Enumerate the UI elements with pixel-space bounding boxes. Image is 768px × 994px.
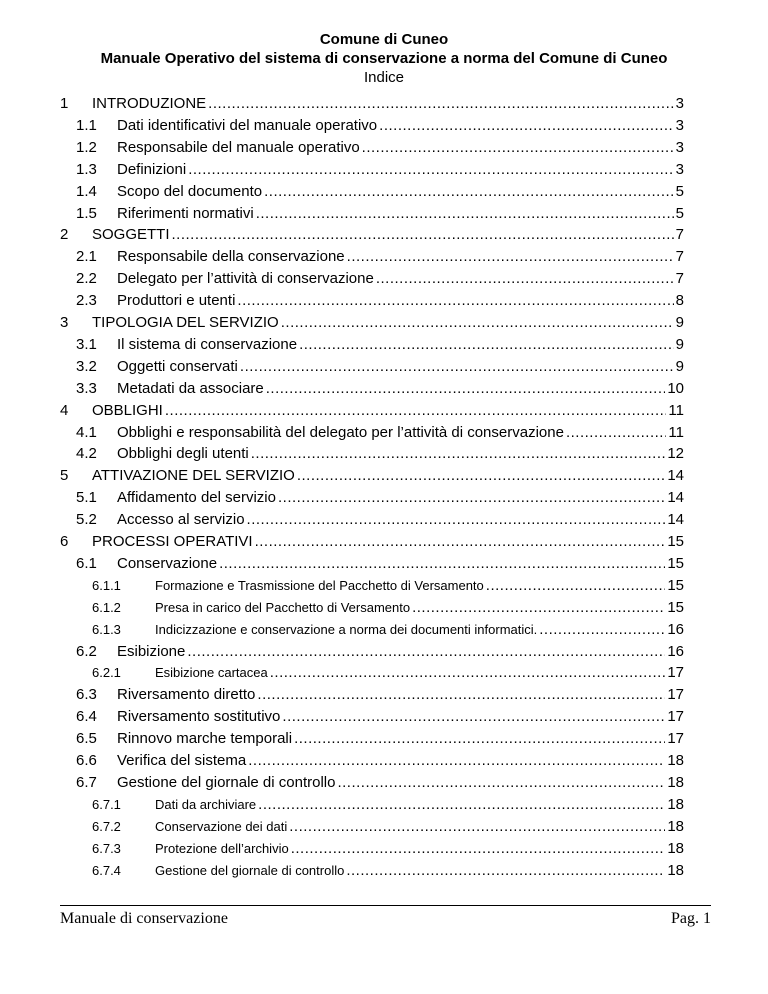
toc-entry-page: 7 <box>675 270 684 288</box>
toc-entry-page: 11 <box>668 423 684 441</box>
toc-entry[interactable] <box>92 619 684 641</box>
toc-entry[interactable] <box>60 465 684 487</box>
toc-leader-dots <box>337 772 665 794</box>
toc-entry-number: 6.5 <box>76 730 97 748</box>
toc-leader-dots <box>208 93 673 115</box>
toc-entry-title: Riferimenti normativi <box>117 204 254 222</box>
toc-entry-page: 15 <box>667 554 684 572</box>
toc-leader-dots <box>539 619 665 641</box>
toc-entry-title: Riversamento diretto <box>117 686 256 704</box>
toc-entry-title: Riversamento sostitutivo <box>117 708 281 726</box>
toc-entry-page: 15 <box>667 576 684 594</box>
toc-leader-dots <box>346 860 665 882</box>
toc-entry-title: Rinnovo marche temporali <box>117 730 293 748</box>
toc-entry-page: 7 <box>675 226 684 244</box>
toc-entry-title: Conservazione <box>117 554 218 572</box>
toc-entry-title: TIPOLOGIA DEL SERVIZIO <box>92 314 279 331</box>
toc-entry-title: Definizioni <box>117 160 187 178</box>
toc-entry[interactable] <box>76 684 684 706</box>
toc-leader-dots <box>257 684 665 706</box>
toc-entry-page: 7 <box>675 248 684 266</box>
toc-entry-page: 14 <box>667 467 684 485</box>
toc-entry[interactable] <box>76 772 684 794</box>
toc-entry-page: 18 <box>667 795 684 813</box>
toc-leader-dots <box>188 159 673 181</box>
toc-entry[interactable] <box>76 641 684 663</box>
toc-leader-dots <box>412 597 665 619</box>
toc-entry-title: Verifica del sistema <box>117 752 247 769</box>
toc-entry-number: 5 <box>60 467 69 485</box>
toc-entry-page: 8 <box>675 292 684 310</box>
toc-leader-dots <box>278 487 665 509</box>
toc-entry-number: 2 <box>60 226 69 244</box>
toc-entry-number: 6.7 <box>76 773 97 791</box>
toc-leader-dots <box>258 794 665 816</box>
toc-entry-number: 6.7.1 <box>92 796 121 812</box>
toc-entry-number: 6.1.1 <box>92 577 121 593</box>
toc-entry[interactable] <box>92 662 684 684</box>
footer-page-number: Pag. 1 <box>671 910 711 927</box>
toc-entry-number: 2.1 <box>76 248 97 266</box>
toc-leader-dots <box>266 378 666 400</box>
toc-entry-title: Gestione del giornale di controllo <box>117 773 336 791</box>
toc-entry-page: 9 <box>675 335 684 353</box>
toc-entry[interactable] <box>76 706 684 728</box>
toc-leader-dots <box>282 706 665 728</box>
toc-entry-page: 18 <box>667 752 684 769</box>
toc-entry[interactable] <box>92 794 684 816</box>
toc-entry-title: Obblighi degli utenti <box>117 445 249 463</box>
toc-entry-title: Metadati da associare <box>117 379 264 397</box>
toc-entry-number: 4.1 <box>76 423 97 441</box>
toc-entry-number: 6.3 <box>76 686 97 704</box>
toc-leader-dots <box>486 575 666 597</box>
toc-entry[interactable] <box>76 137 684 159</box>
toc-entry-number: 6.4 <box>76 708 97 726</box>
toc-entry-page: 3 <box>675 116 684 134</box>
toc-leader-dots <box>247 509 666 531</box>
toc-entry-number: 1.1 <box>76 116 97 134</box>
toc-entry-number: 1.5 <box>76 204 97 222</box>
page-footer <box>60 905 711 936</box>
toc-entry-title: OBBLIGHI <box>92 401 163 419</box>
toc-entry[interactable] <box>76 356 684 378</box>
toc-entry[interactable] <box>76 115 684 137</box>
toc-entry-number: 6.1 <box>76 554 97 572</box>
toc-entry-page: 17 <box>667 664 684 682</box>
document-title: Comune di Cuneo <box>319 31 449 48</box>
toc-entry[interactable] <box>76 487 684 509</box>
toc-leader-dots <box>347 246 674 268</box>
toc-leader-dots <box>362 137 674 159</box>
toc-entry-number: 3.2 <box>76 357 97 375</box>
toc-entry[interactable] <box>60 93 684 115</box>
toc-entry-title: ATTIVAZIONE DEL SERVIZIO <box>92 467 295 485</box>
toc-entry[interactable] <box>76 268 684 290</box>
toc-leader-dots <box>281 312 674 334</box>
toc-entry-number: 2.3 <box>76 292 97 310</box>
toc-entry-page: 11 <box>668 401 684 419</box>
toc-entry-number: 2.2 <box>76 270 97 288</box>
toc-entry-page: 3 <box>675 160 684 178</box>
toc-entry-page: 10 <box>667 379 684 397</box>
toc-entry[interactable] <box>76 553 684 575</box>
toc-entry-number: 6.2 <box>76 642 97 660</box>
toc-entry-page: 14 <box>667 511 684 529</box>
toc-leader-dots <box>255 531 666 553</box>
toc-entry-page: 5 <box>675 204 684 222</box>
toc-entry-number: 4.2 <box>76 445 97 463</box>
toc-entry-page: 5 <box>675 182 684 200</box>
toc-leader-dots <box>294 728 665 750</box>
toc-entry-page: 18 <box>667 839 684 857</box>
toc-entry-title: Affidamento del servizio <box>117 489 276 507</box>
toc-leader-dots <box>251 443 666 465</box>
toc-entry-number: 6.7.2 <box>92 818 121 834</box>
toc-leader-dots <box>289 816 665 838</box>
toc-entry-page: 9 <box>675 357 684 375</box>
toc-entry[interactable] <box>76 290 684 312</box>
toc-entry-page: 18 <box>667 861 684 879</box>
toc-entry-title: Indicizzazione e conservazione a norma dei documenti informatici. <box>155 621 538 637</box>
toc-entry-number: 1.4 <box>76 182 97 200</box>
toc-entry-title: Scopo del documento <box>117 182 263 200</box>
toc-entry[interactable] <box>60 531 684 553</box>
toc-entry-number: 3.1 <box>76 335 97 353</box>
toc-entry-title: PROCESSI OPERATIVI <box>92 533 253 550</box>
toc-entry-title: Il sistema di conservazione <box>117 335 298 353</box>
toc-entry-page: 16 <box>667 620 684 638</box>
toc-leader-dots <box>187 641 665 663</box>
toc-entry[interactable] <box>76 443 684 465</box>
toc-entry[interactable] <box>76 246 684 268</box>
toc-entry-number: 5.1 <box>76 489 97 507</box>
toc-leader-dots <box>379 115 674 137</box>
toc-entry-title: Protezione dell’archivio <box>155 840 289 856</box>
document-subtitle: Manuale Operativo del sistema di conservazione a norma del Comune di Cuneo <box>100 50 668 67</box>
toc-entry-title: Obblighi e responsabilità del delegato per l’attività di conservazione <box>117 423 564 441</box>
toc-entry-title: Formazione e Trasmissione del Pacchetto di Versamento <box>155 577 484 593</box>
toc-entry-number: 6.7.4 <box>92 862 121 878</box>
section-heading: Indice <box>363 69 405 86</box>
toc-entry-number: 1 <box>60 95 69 112</box>
toc-entry[interactable] <box>92 838 684 860</box>
toc-entry-page: 16 <box>667 642 684 660</box>
toc-entry[interactable] <box>76 334 684 356</box>
toc-entry-page: 18 <box>667 773 684 791</box>
toc-entry-page: 15 <box>667 533 684 550</box>
toc-entry-title: INTRODUZIONE <box>92 95 207 112</box>
toc-leader-dots <box>566 422 666 444</box>
toc-entry-title: Esibizione cartacea <box>155 665 268 681</box>
toc-leader-dots <box>237 290 673 312</box>
toc-entry-title: Responsabile del manuale operativo <box>117 138 360 156</box>
toc-leader-dots <box>248 750 665 772</box>
toc-entry-number: 6.2.1 <box>92 665 121 681</box>
toc-entry-title: Produttori e utenti <box>117 292 236 310</box>
toc-entry[interactable] <box>76 422 684 444</box>
toc-leader-dots <box>240 356 674 378</box>
toc-entry-number: 6.1.3 <box>92 621 121 637</box>
toc-entry[interactable] <box>92 597 684 619</box>
toc-entry[interactable] <box>92 816 684 838</box>
toc-entry-title: Accesso al servizio <box>117 511 245 529</box>
toc-leader-dots <box>264 181 674 203</box>
toc-entry-title: Gestione del giornale di controllo <box>155 862 345 878</box>
toc-entry-page: 17 <box>667 708 684 726</box>
toc-entry-number: 6.7.3 <box>92 840 121 856</box>
toc-entry-page: 12 <box>667 445 684 463</box>
toc-entry-number: 5.2 <box>76 511 97 529</box>
toc-entry-number: 3 <box>60 314 69 331</box>
toc-leader-dots <box>172 224 674 246</box>
toc-entry-page: 17 <box>667 686 684 704</box>
toc-entry-title: Esibizione <box>117 642 186 660</box>
toc-leader-dots <box>256 203 674 225</box>
toc-entry[interactable] <box>76 181 684 203</box>
toc-entry-title: Dati identificativi del manuale operativo <box>117 116 378 134</box>
toc-entry-title: Responsabile della conservazione <box>117 248 345 266</box>
toc-entry-title: Presa in carico del Pacchetto di Versamento <box>155 599 411 615</box>
toc-entry-title: Oggetti conservati <box>117 357 238 375</box>
toc-entry-title: Dati da archiviare <box>155 796 257 812</box>
toc-entry[interactable] <box>60 312 684 334</box>
toc-entry-number: 6 <box>60 533 69 550</box>
toc-leader-dots <box>297 465 665 487</box>
toc-entry-number: 3.3 <box>76 379 97 397</box>
toc-leader-dots <box>219 553 665 575</box>
toc-entry-number: 6.6 <box>76 752 97 769</box>
toc-entry-title: Delegato per l’attività di conservazione <box>117 270 374 288</box>
page-header <box>0 30 768 87</box>
toc-leader-dots <box>165 400 667 422</box>
footer-document-name: Manuale di conservazione <box>60 910 228 927</box>
toc-leader-dots <box>270 662 666 684</box>
toc-entry[interactable] <box>92 575 684 597</box>
toc-entry-page: 3 <box>675 95 684 112</box>
toc-entry[interactable] <box>60 224 684 246</box>
toc-entry[interactable] <box>60 400 684 422</box>
toc-entry-number: 4 <box>60 401 69 419</box>
toc-entry[interactable] <box>76 509 684 531</box>
toc-entry-number: 1.2 <box>76 138 97 156</box>
toc-entry-page: 14 <box>667 489 684 507</box>
toc-entry-title: Conservazione dei dati <box>155 818 288 834</box>
toc-entry-page: 3 <box>675 138 684 156</box>
toc-entry-number: 1.3 <box>76 160 97 178</box>
toc-entry[interactable] <box>92 860 684 882</box>
toc-leader-dots <box>291 838 666 860</box>
toc-entry[interactable] <box>76 750 684 772</box>
toc-entry-number: 6.1.2 <box>92 599 121 615</box>
toc-entry-page: 9 <box>675 314 684 331</box>
toc-entry[interactable] <box>76 203 684 225</box>
toc-leader-dots <box>299 334 674 356</box>
toc-entry[interactable] <box>76 728 684 750</box>
toc-entry-page: 15 <box>667 598 684 616</box>
toc-entry[interactable] <box>76 378 684 400</box>
toc-leader-dots <box>376 268 674 290</box>
toc-entry-page: 17 <box>667 730 684 748</box>
toc-entry-title: SOGGETTI <box>92 226 170 244</box>
toc-entry-page: 18 <box>667 817 684 835</box>
toc-entry[interactable] <box>76 159 684 181</box>
